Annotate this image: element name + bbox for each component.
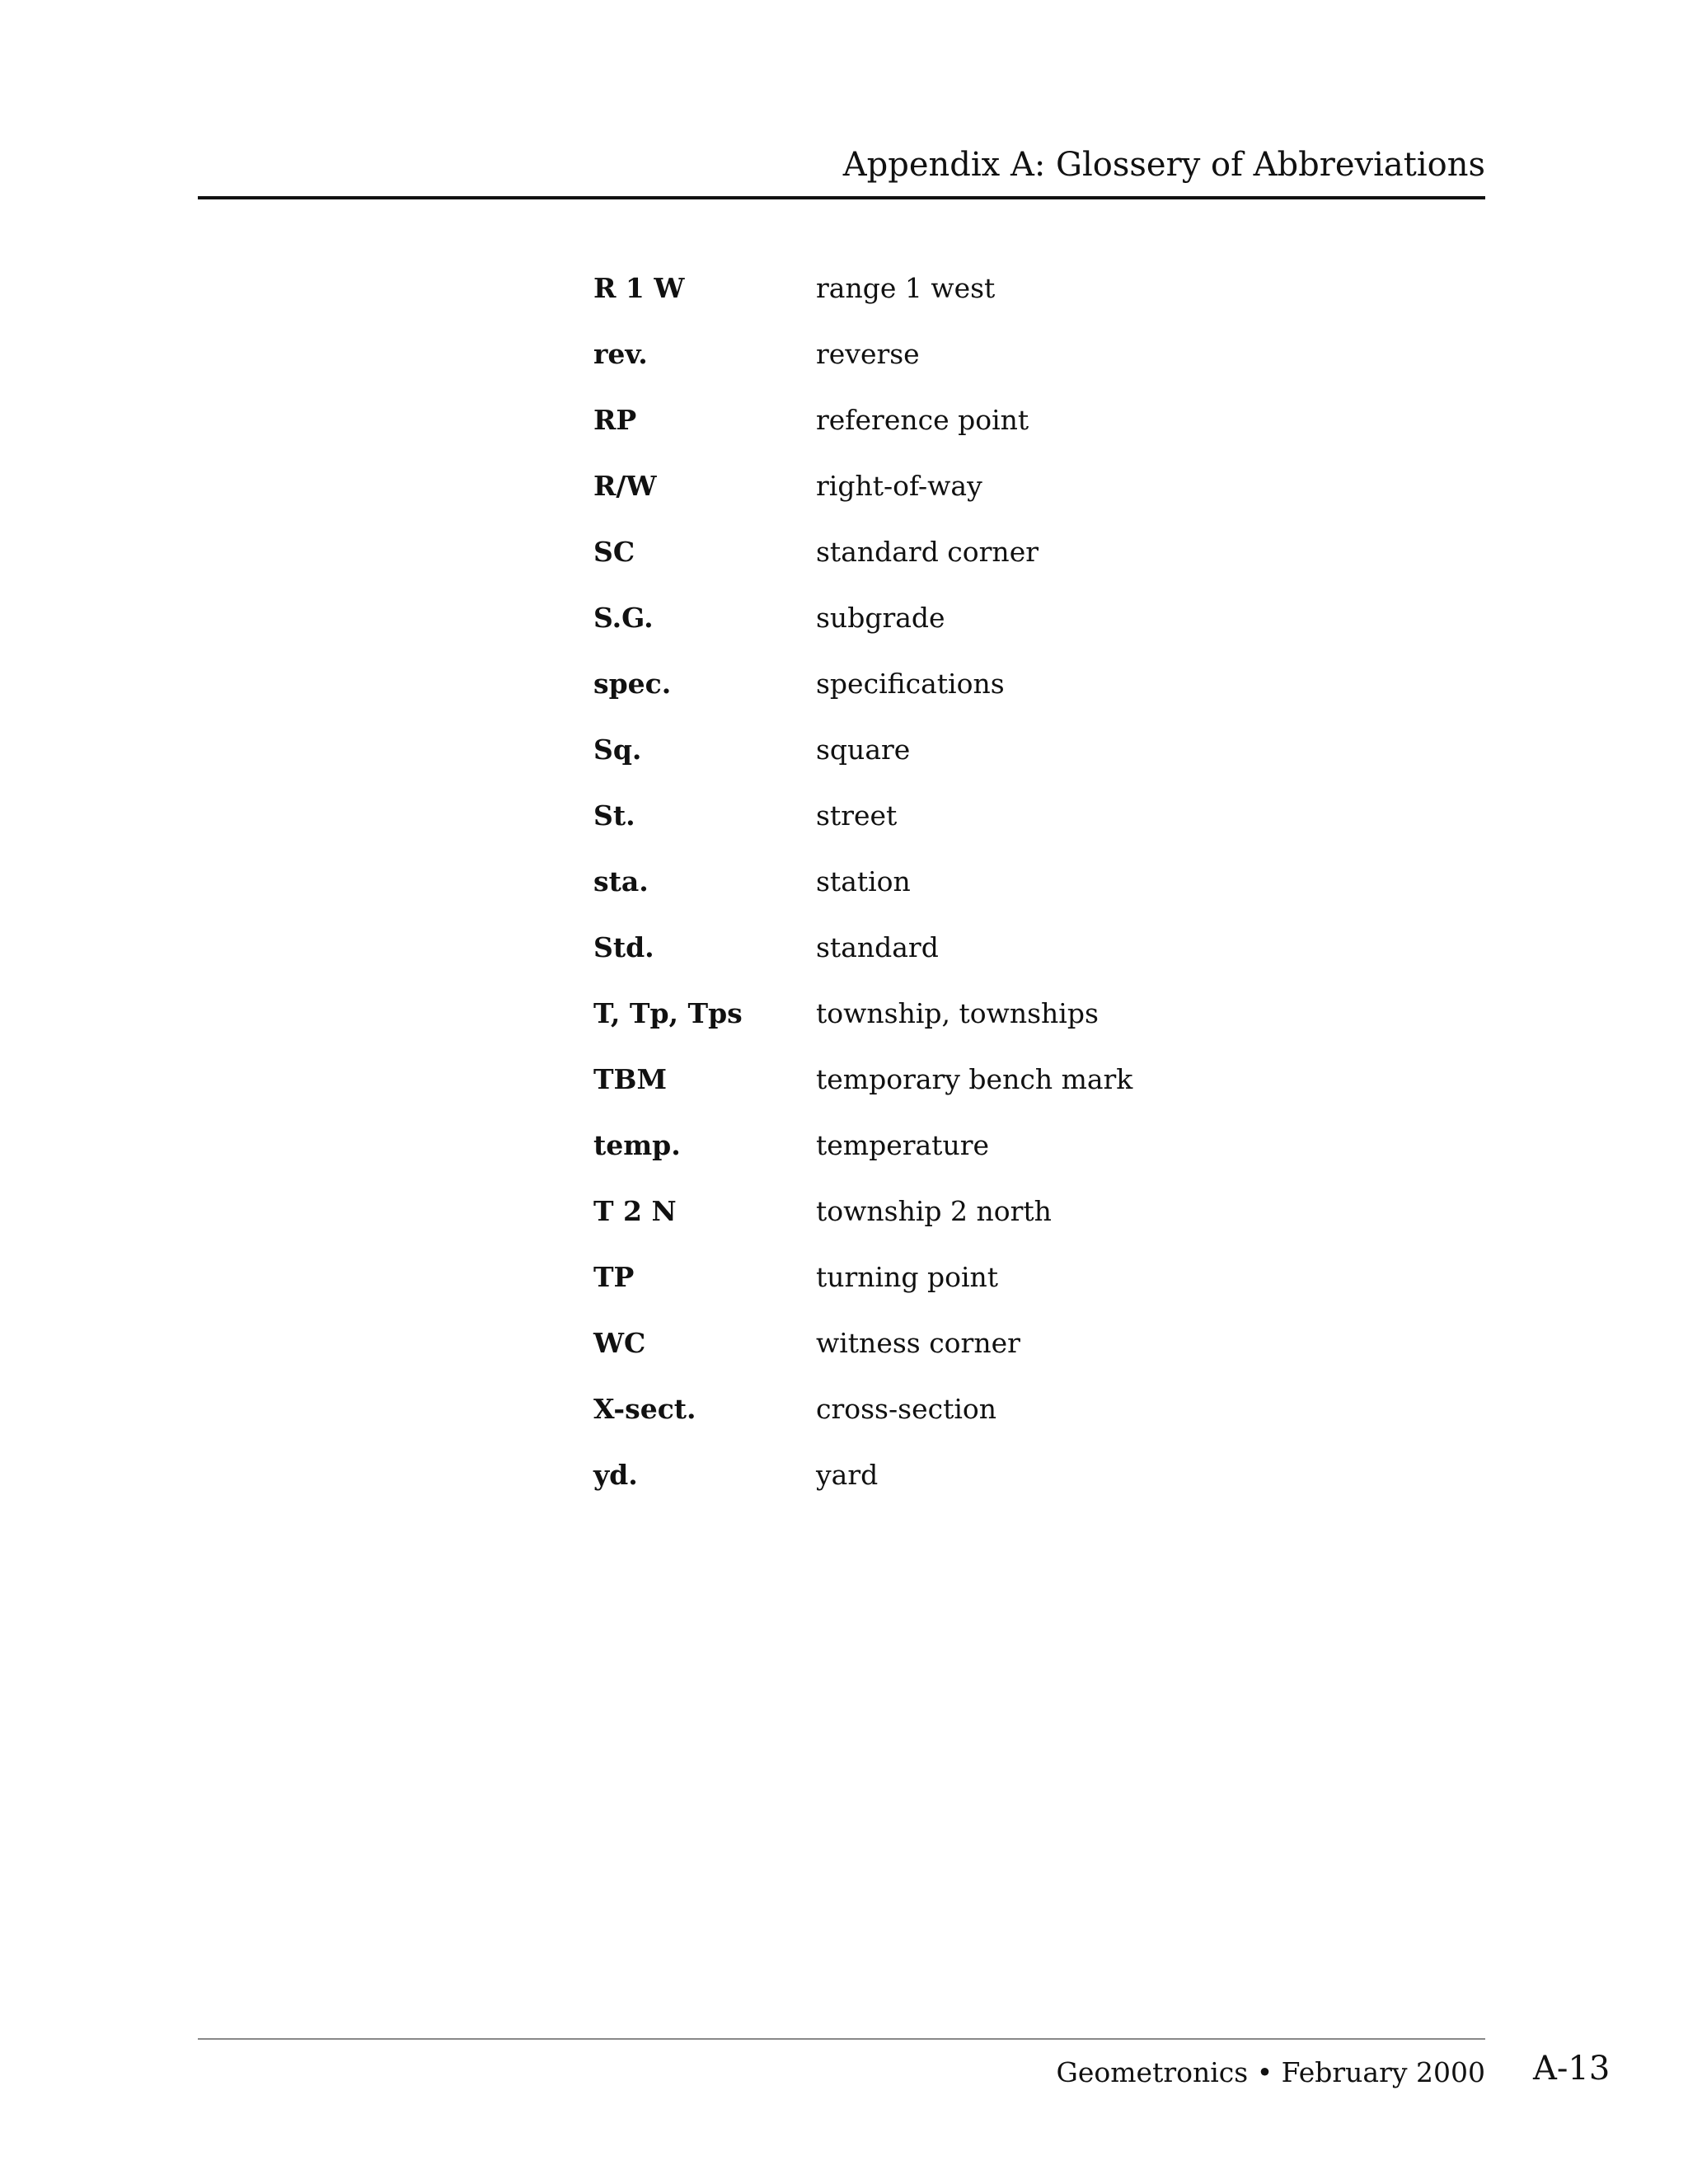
glossary-abbreviation: TP	[593, 1261, 635, 1293]
glossary-abbreviation: T 2 N	[593, 1195, 677, 1227]
glossary-row	[593, 1057, 1335, 1122]
glossary-abbreviation: SC	[593, 536, 635, 568]
glossary-row	[593, 925, 1335, 991]
glossary-definition: cross-section	[816, 1393, 997, 1425]
glossary-definition: township, townships	[816, 997, 1099, 1029]
glossary-definition: street	[816, 799, 898, 832]
page-footer	[198, 2038, 1485, 2088]
glossary-row	[593, 1452, 1335, 1518]
page-title: Appendix A: Glossery of Abbreviations	[842, 146, 1485, 184]
glossary-definition: reverse	[816, 338, 920, 370]
page-number: A-13	[1533, 2050, 1611, 2088]
glossary-definition: square	[816, 733, 911, 766]
glossary-abbreviation: RP	[593, 404, 637, 436]
glossary-definition: township 2 north	[816, 1195, 1052, 1227]
glossary-abbreviation: S.G.	[593, 602, 654, 634]
glossary-abbreviation: Sq.	[593, 733, 642, 766]
glossary-abbreviation: yd.	[593, 1459, 638, 1491]
glossary-abbreviation: WC	[593, 1327, 646, 1359]
glossary-abbreviation: spec.	[593, 668, 672, 700]
glossary-row	[593, 1320, 1335, 1386]
glossary-abbreviation: sta.	[593, 865, 649, 898]
glossary-row	[593, 793, 1335, 859]
footer-publication-date: Geometronics • February 2000	[1056, 2056, 1485, 2088]
glossary-abbreviation: temp.	[593, 1129, 681, 1161]
glossary-definition: subgrade	[816, 602, 945, 634]
glossary-row	[593, 397, 1335, 463]
glossary-abbreviation: R 1 W	[593, 272, 685, 304]
glossary-row	[593, 1188, 1335, 1254]
glossary-definition: range 1 west	[816, 272, 996, 304]
glossary-definition: specifications	[816, 668, 1005, 700]
glossary-abbreviation: TBM	[593, 1063, 667, 1095]
glossary-row	[593, 595, 1335, 661]
glossary-definition: reference point	[816, 404, 1029, 436]
glossary-definition: yard	[816, 1459, 879, 1491]
glossary-definition: standard	[816, 931, 939, 963]
glossary-row	[593, 661, 1335, 727]
glossary-row	[593, 991, 1335, 1057]
glossary-abbreviation: T, Tp, Tps	[593, 997, 743, 1029]
glossary-row	[593, 1122, 1335, 1188]
glossary-definition: station	[816, 865, 911, 898]
glossary-definition: turning point	[816, 1261, 999, 1293]
glossary-definition: temperature	[816, 1129, 990, 1161]
glossary-definition: standard corner	[816, 536, 1039, 568]
glossary-row	[593, 727, 1335, 793]
glossary-abbreviation: St.	[593, 799, 635, 832]
glossary-row	[593, 463, 1335, 529]
page-header	[198, 138, 1485, 199]
glossary-row	[593, 265, 1335, 331]
glossary-abbreviation: R/W	[593, 470, 657, 502]
glossary-abbreviation: X-sect.	[593, 1393, 696, 1425]
glossary-definition: right-of-way	[816, 470, 982, 502]
glossary-row	[593, 1386, 1335, 1452]
glossary-row	[593, 331, 1335, 397]
glossary-row	[593, 859, 1335, 925]
glossary-abbreviation: rev.	[593, 338, 648, 370]
glossary-list	[593, 265, 1335, 1518]
glossary-definition: temporary bench mark	[816, 1063, 1133, 1095]
glossary-definition: witness corner	[816, 1327, 1020, 1359]
glossary-abbreviation: Std.	[593, 931, 654, 963]
glossary-row	[593, 529, 1335, 595]
glossary-row	[593, 1254, 1335, 1320]
